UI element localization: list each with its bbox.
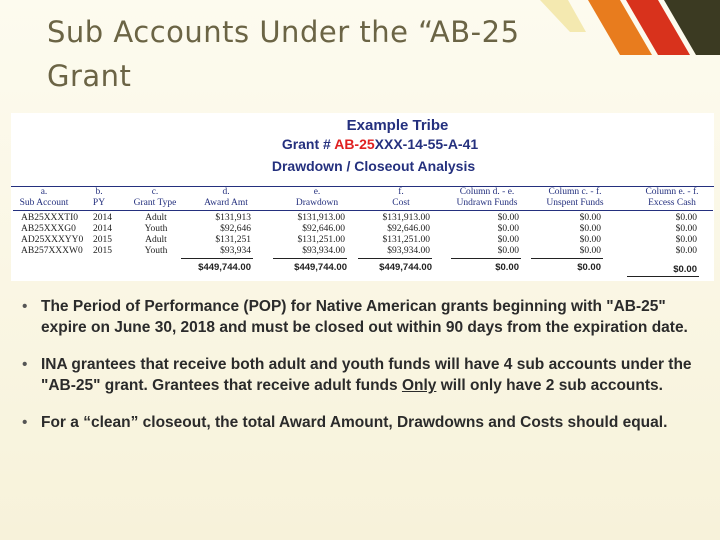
total-underline-cost <box>358 258 432 259</box>
bullet-item-sub-accounts <box>22 354 712 396</box>
stripe-cream <box>540 0 586 32</box>
total-underline-drawdown <box>273 258 347 259</box>
table-subtitle: Drawdown / Closeout Analysis <box>271 158 476 174</box>
bullet-text-part-2: will only have 2 sub accounts. <box>436 377 663 394</box>
col-header-undrawn-funds: Column d. - e. Undrawn Funds <box>456 187 518 208</box>
bullet-marker: • <box>22 414 28 431</box>
table-tribe-name: Example Tribe <box>346 117 449 134</box>
bullet-item-pop <box>22 296 712 338</box>
total-underline-unspent <box>531 258 603 259</box>
total-cost: $449,744.00 <box>379 262 432 273</box>
table-grant-number <box>11 136 714 152</box>
total-undrawn: $0.00 <box>495 262 519 273</box>
slide-title-line-1: Sub Accounts Under the “AB-25 <box>47 15 520 49</box>
bullet-text: The Period of Performance (POP) for Native American grants beginning with "AB-25" expire on June 30, 2018 and must be closed out within 90 days from the expiration date. <box>41 298 688 336</box>
total-underline-excess <box>627 276 699 277</box>
slide-title-line-2: Grant <box>47 59 132 93</box>
bullet-list <box>22 296 712 449</box>
drawdown-table-panel <box>11 113 714 281</box>
grant-prefix: AB-25 <box>334 136 375 152</box>
col-header-py: b. PY <box>92 187 106 208</box>
total-underline-award <box>181 258 253 259</box>
total-unspent: $0.00 <box>577 262 601 273</box>
grant-label: Grant # <box>281 136 331 152</box>
bullet-text-underlined: Only <box>401 377 437 394</box>
col-header-grant-type: c. Grant Type <box>133 187 177 208</box>
header-underline <box>13 210 713 211</box>
table-row: AD25XXXYY0 2015 Adult $131,251 $131,251.00 $131,251.00 $0.00 $0.00 $0.00 <box>21 235 697 245</box>
bullet-marker: • <box>22 298 28 315</box>
decorative-stripes <box>540 0 720 60</box>
bullet-text-part-1: INA grantees that receive both adult and youth funds will have 4 sub accounts under the "AB-25" grant. Grantees that receive adult funds <box>41 356 692 394</box>
col-header-sub-account: a. Sub Account <box>19 187 69 208</box>
col-header-unspent-funds: Column c. - f. Unspent Funds <box>546 187 604 208</box>
bullet-marker: • <box>22 356 28 373</box>
grant-suffix: XXX-14-55-A-41 <box>374 136 479 152</box>
total-underline-undrawn <box>451 258 521 259</box>
total-award-amt: $449,744.00 <box>198 262 251 273</box>
table-row: AB25XXXG0 2014 Youth $92,646 $92,646.00 $92,646.00 $0.00 $0.00 $0.00 <box>21 224 697 234</box>
col-header-drawdown: e. Drawdown <box>295 187 339 208</box>
total-excess-cash: $0.00 <box>673 264 697 275</box>
col-header-excess-cash: Column e. - f. Excess Cash <box>645 187 699 208</box>
bullet-item-clean-closeout <box>22 412 712 433</box>
col-header-cost: f. Cost <box>392 187 410 208</box>
table-row: AB25XXXTI0 2014 Adult $131,913 $131,913.00 $131,913.00 $0.00 $0.00 $0.00 <box>21 213 697 223</box>
bullet-text: For a “clean” closeout, the total Award Amount, Drawdowns and Costs should equal. <box>41 414 668 431</box>
slide-title <box>47 10 587 98</box>
table-row: AB257XXXW0 2015 Youth $93,934 $93,934.00 $93,934.00 $0.00 $0.00 $0.00 <box>21 246 697 256</box>
total-drawdown: $449,744.00 <box>294 262 347 273</box>
col-header-award-amt: d. Award Amt <box>204 187 248 208</box>
